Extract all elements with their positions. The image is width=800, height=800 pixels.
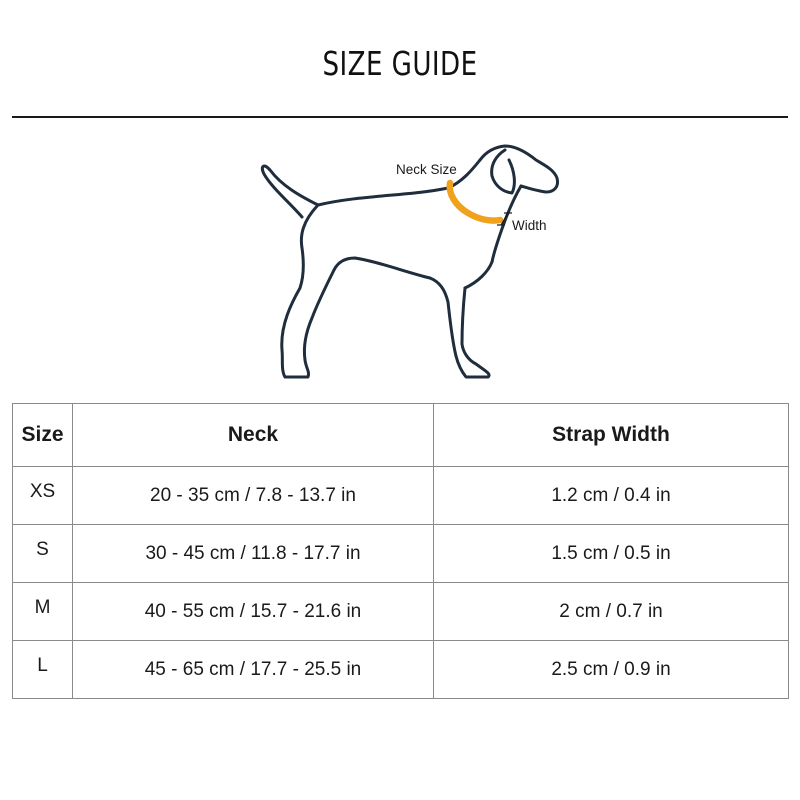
header-strap-width: Strap Width [434, 404, 789, 467]
strap-width-cell: 2.5 cm / 0.9 in [434, 641, 789, 699]
dog-collar-illustration [0, 120, 800, 390]
page-title: SIZE GUIDE [322, 44, 478, 83]
dog-outline [262, 146, 557, 377]
table-row [13, 467, 789, 525]
table-row [13, 525, 789, 583]
size-table [12, 403, 789, 699]
neck-cell: 20 - 35 cm / 7.8 - 13.7 in [73, 467, 434, 525]
size-cell: M [13, 583, 73, 641]
size-cell: S [13, 525, 73, 583]
collar-highlight [450, 183, 500, 221]
neck-cell: 45 - 65 cm / 17.7 - 25.5 in [73, 641, 434, 699]
width-label: Width [512, 218, 547, 233]
title-divider [12, 116, 788, 118]
table-header-row [13, 404, 789, 467]
size-cell: XS [13, 467, 73, 525]
header-neck: Neck [73, 404, 434, 467]
table-row [13, 641, 789, 699]
header-size: Size [13, 404, 73, 467]
strap-width-cell: 1.2 cm / 0.4 in [434, 467, 789, 525]
size-cell: L [13, 641, 73, 699]
neck-cell: 30 - 45 cm / 11.8 - 17.7 in [73, 525, 434, 583]
table-row [13, 583, 789, 641]
strap-width-cell: 1.5 cm / 0.5 in [434, 525, 789, 583]
strap-width-cell: 2 cm / 0.7 in [434, 583, 789, 641]
neck-size-label: Neck Size [396, 162, 457, 177]
neck-cell: 40 - 55 cm / 15.7 - 21.6 in [73, 583, 434, 641]
